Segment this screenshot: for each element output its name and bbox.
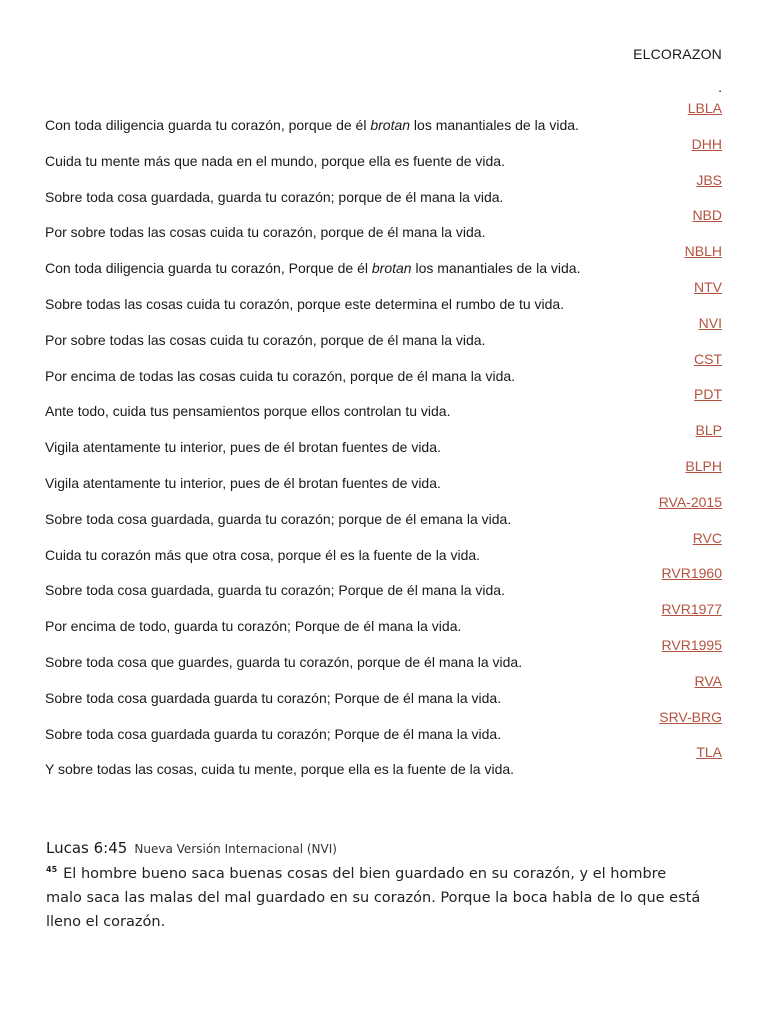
verse-line <box>45 511 511 528</box>
verse-text: Sobre toda cosa guardada guarda tu corazón; Porque de él mana la vida. <box>45 689 502 706</box>
verse-line <box>45 368 515 385</box>
verse-text: Y sobre todas las cosas, cuida tu mente, porque ella es la fuente de la vida. <box>45 761 515 778</box>
verse-text: Vigila atentamente tu interior, pues de él brotan fuentes de vida. <box>45 439 441 456</box>
reference-text: El hombre bueno saca buenas cosas del bien guardado en su corazón, y el hombre malo saca las malas del mal guardado en su corazón. Porque la boca habla de lo que está lleno el corazón. <box>46 865 701 930</box>
verse-line <box>45 726 501 743</box>
version-link-nblh[interactable]: NBLH <box>684 243 722 260</box>
verse-text: Por sobre todas las cosas cuida tu corazón, porque de él mana la vida. <box>45 331 486 348</box>
verse-text: Sobre toda cosa guardada, guarda tu corazón; porque de él mana la vida. <box>45 188 504 205</box>
version-link-rvr1960[interactable]: RVR1960 <box>661 565 722 582</box>
version-link-rva[interactable]: RVA <box>694 672 722 689</box>
version-link-tla[interactable]: TLA <box>696 744 722 761</box>
verse-line <box>45 761 514 778</box>
reference-text-block <box>46 858 706 934</box>
version-link-dhh[interactable]: DHH <box>691 135 722 152</box>
reference-heading <box>46 838 337 857</box>
verse-emphasis: brotan <box>370 117 411 133</box>
verse-line <box>45 332 485 349</box>
verse-text: Sobre toda cosa que guardes, guarda tu corazón, porque de él mana la vida. <box>45 654 523 670</box>
version-link-srv-brg[interactable]: SRV-BRG <box>659 708 722 725</box>
version-link-rvr1977[interactable]: RVR1977 <box>661 601 722 618</box>
verse-line <box>45 654 522 671</box>
verse-text: Sobre toda cosa guardada, guarda tu corazón; Porque de él mana la vida. <box>45 582 505 599</box>
header-dot: . <box>718 79 722 95</box>
verse-line <box>45 547 480 564</box>
verse-line <box>45 690 501 707</box>
reference-title[interactable]: Lucas 6:45 <box>46 839 128 857</box>
verse-line <box>45 475 441 492</box>
reference-version: Nueva Versión Internacional (NVI) <box>134 842 337 856</box>
verse-line <box>45 117 579 134</box>
version-link-pdt[interactable]: PDT <box>694 386 722 403</box>
page-header-title: ELCORAZON <box>633 46 722 62</box>
verse-line <box>45 582 505 599</box>
verse-emphasis: brotan <box>371 260 412 277</box>
verse-text: Por sobre todas las cosas cuida tu corazón, porque de él mana la vida. <box>45 224 486 241</box>
verse-line <box>45 153 505 170</box>
verse-text: Con toda diligencia guarda tu corazón, Porque de él <box>45 260 372 277</box>
verse-text: los manantiales de la vida. <box>411 260 581 277</box>
version-link-cst[interactable]: CST <box>694 350 722 367</box>
verse-line <box>45 403 450 420</box>
verse-text: Ante todo, cuida tus pensamientos porque ellos controlan tu vida. <box>45 403 451 420</box>
verse-line <box>45 296 564 313</box>
verse-line <box>45 439 441 456</box>
version-link-jbs[interactable]: JBS <box>696 171 722 188</box>
verse-line <box>45 189 503 206</box>
verse-text: Sobre todas las cosas cuida tu corazón, porque este determina el rumbo de tu vida. <box>45 296 565 312</box>
verse-text: Cuida tu corazón más que otra cosa, porque él es la fuente de la vida. <box>45 546 481 563</box>
verse-line <box>45 260 580 277</box>
verse-line <box>45 618 461 635</box>
verse-text: Sobre toda cosa guardada guarda tu corazón; Porque de él mana la vida. <box>45 725 502 742</box>
version-link-blp[interactable]: BLP <box>695 422 722 439</box>
version-link-blph[interactable]: BLPH <box>685 458 722 474</box>
version-link-nbd[interactable]: NBD <box>692 207 722 224</box>
version-link-ntv[interactable]: NTV <box>694 279 722 295</box>
version-link-nvi[interactable]: NVI <box>698 314 722 331</box>
verse-text: Con toda diligencia guarda tu corazón, porque de él <box>45 117 371 133</box>
verse-text: Por encima de todas las cosas cuida tu corazón, porque de él mana la vida. <box>45 367 516 384</box>
verse-text: Cuida tu mente más que nada en el mundo, porque ella es fuente de vida. <box>45 152 505 169</box>
verse-text: Sobre toda cosa guardada, guarda tu corazón; porque de él emana la vida. <box>45 510 512 527</box>
verse-text: Vigila atentamente tu interior, pues de él brotan fuentes de vida. <box>45 475 441 491</box>
verse-line <box>45 224 485 241</box>
verse-text: Por encima de todo, guarda tu corazón; Porque de él mana la vida. <box>45 618 462 635</box>
verse-number: 45 <box>46 865 58 874</box>
version-link-rvc[interactable]: RVC <box>692 529 722 546</box>
version-link-lbla[interactable]: LBLA <box>687 100 722 116</box>
verse-text: los manantiales de la vida. <box>410 117 579 133</box>
version-link-rva-2015[interactable]: RVA-2015 <box>658 493 722 510</box>
version-link-rvr1995[interactable]: RVR1995 <box>661 637 722 653</box>
